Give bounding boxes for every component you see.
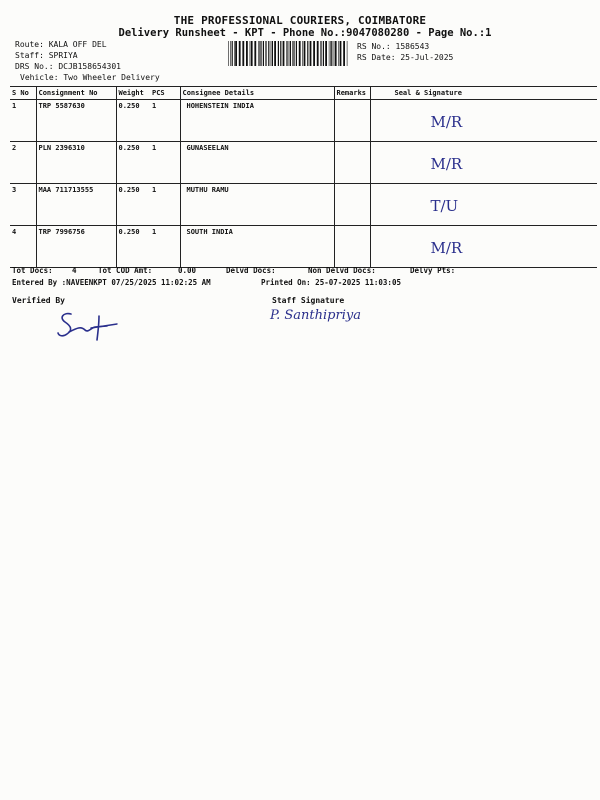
cell-consignee: HOHENSTEIN INDIA xyxy=(180,100,334,142)
cell-sno: 3 xyxy=(10,184,36,226)
barcode-bar xyxy=(323,41,324,66)
barcode-bar xyxy=(272,41,273,66)
cell-consignment: MAA 711713555 xyxy=(36,184,116,226)
barcode-bar xyxy=(263,41,264,66)
barcode-bar xyxy=(292,41,293,66)
verified-by-signature xyxy=(55,308,125,342)
barcode-bar xyxy=(232,41,233,66)
header-consignee: Consignee Details xyxy=(180,87,334,100)
barcode-bar xyxy=(331,41,332,66)
cell-weight: 0.250 xyxy=(116,100,150,142)
barcode-bar xyxy=(283,41,285,66)
printed-on: Printed On: 25-07-2025 11:03:05 xyxy=(261,278,401,287)
handwritten-status: M/R xyxy=(430,239,463,257)
rs-number: RS No.: 1586543 xyxy=(357,42,430,51)
barcode-bar xyxy=(329,41,330,66)
table-row xyxy=(10,142,597,184)
barcode-bar xyxy=(307,41,308,66)
barcode-bar xyxy=(258,41,259,66)
table-row xyxy=(10,184,597,226)
barcode-bar xyxy=(330,41,331,66)
staff-signature-label: Staff Signature xyxy=(272,296,345,305)
cell-pcs: 1 xyxy=(150,226,180,268)
barcode-bar xyxy=(235,41,237,66)
barcode-bar xyxy=(260,41,261,66)
barcode-bar xyxy=(254,41,256,66)
cell-pcs: 1 xyxy=(150,100,180,142)
cell-pcs: 1 xyxy=(150,184,180,226)
barcode-bar xyxy=(335,41,337,66)
cell-signature xyxy=(370,100,597,142)
cell-sno: 1 xyxy=(10,100,36,142)
header-sno: S No xyxy=(10,87,36,100)
barcode-bar xyxy=(347,41,348,66)
tot-docs-value: 4 xyxy=(72,266,77,275)
barcode-bar xyxy=(343,41,345,66)
barcode-bar xyxy=(280,41,281,66)
cell-signature xyxy=(370,226,597,268)
tot-cod-label: Tot COD Amt: xyxy=(98,266,153,275)
barcode-bar xyxy=(286,41,287,66)
barcode-bar xyxy=(287,41,288,66)
cell-consignee: SOUTH INDIA xyxy=(180,226,334,268)
cell-consignee: MUTHU RAMU xyxy=(180,184,334,226)
barcode-bar xyxy=(242,41,244,66)
barcode-bar xyxy=(338,41,339,66)
barcode-bar xyxy=(250,41,251,66)
cell-weight: 0.250 xyxy=(116,226,150,268)
barcode-bar xyxy=(299,41,301,66)
barcode-bar xyxy=(271,41,272,66)
barcode-bar xyxy=(265,41,266,66)
header-weight: Weight xyxy=(116,87,150,100)
header-signature: Seal & Signature xyxy=(370,87,597,100)
runsheet-table xyxy=(10,86,597,268)
barcode-bar xyxy=(278,41,279,66)
barcode-bar xyxy=(293,41,294,66)
table-row xyxy=(10,100,597,142)
barcode-bar xyxy=(228,41,229,66)
company-title: THE PROFESSIONAL COURIERS, COIMBATORE xyxy=(173,14,427,27)
rs-date: RS Date: 25-Jul-2025 xyxy=(357,53,454,62)
non-delvd-docs-label: Non Delvd Docs: xyxy=(308,266,376,275)
cell-signature xyxy=(370,142,597,184)
barcode-bar xyxy=(230,41,231,66)
barcode-bar xyxy=(251,41,253,66)
barcode-bar xyxy=(320,41,321,66)
barcode-bar xyxy=(317,41,319,66)
barcode-bar xyxy=(325,41,327,66)
barcode-bar xyxy=(289,41,290,66)
handwritten-status: M/R xyxy=(430,113,463,131)
cell-sno: 4 xyxy=(10,226,36,268)
vehicle-info: Vehicle: Two Wheeler Delivery xyxy=(20,73,160,82)
barcode-bar xyxy=(313,41,315,66)
cell-consignment: TRP 5587630 xyxy=(36,100,116,142)
barcode-bar xyxy=(259,41,260,66)
barcode-bar xyxy=(268,41,269,66)
staff-info: Staff: SPRIYA xyxy=(15,51,78,60)
barcode-bar xyxy=(290,41,291,66)
barcode-bar xyxy=(274,41,276,66)
cell-remarks xyxy=(334,184,370,226)
barcode-bar xyxy=(304,41,306,66)
header-remarks: Remarks xyxy=(334,87,370,100)
cell-signature xyxy=(370,184,597,226)
cell-weight: 0.250 xyxy=(116,184,150,226)
table-header-row xyxy=(10,87,597,100)
cell-sno: 2 xyxy=(10,142,36,184)
verified-by-label: Verified By xyxy=(12,296,65,305)
cell-consignee: GUNASEELAN xyxy=(180,142,334,184)
staff-signature: P. Santhipriya xyxy=(270,308,361,323)
barcode-bar xyxy=(234,41,235,66)
cell-weight: 0.250 xyxy=(116,142,150,184)
cell-consignment: TRP 7996756 xyxy=(36,226,116,268)
cell-remarks xyxy=(334,226,370,268)
table-row xyxy=(10,226,597,268)
barcode-bar xyxy=(310,41,312,66)
header-pcs: PCS xyxy=(150,87,180,100)
barcode-bar xyxy=(302,41,303,66)
barcode-bar xyxy=(239,41,241,66)
tot-cod-value: 0.00 xyxy=(178,266,197,275)
barcode-bar xyxy=(340,41,342,66)
cell-consignment: PLN 2396310 xyxy=(36,142,116,184)
delvy-pts-label: Delvy Pts: xyxy=(410,266,456,275)
handwritten-status: T/U xyxy=(430,197,459,215)
barcode-bar xyxy=(296,41,297,66)
barcode-bar xyxy=(334,41,335,66)
cell-remarks xyxy=(334,142,370,184)
tot-docs-label: Tot Docs: xyxy=(12,266,53,275)
drs-number: DRS No.: DCJB158654301 xyxy=(15,62,121,71)
barcode-bar xyxy=(266,41,267,66)
entered-by: Entered By :NAVEENKPT 07/25/2025 11:02:25 AM xyxy=(12,278,211,287)
route-info: Route: KALA OFF DEL xyxy=(15,40,107,49)
handwritten-status: M/R xyxy=(430,155,463,173)
cell-pcs: 1 xyxy=(150,142,180,184)
runsheet-title: Delivery Runsheet - KPT - Phone No.:9047080280 - Page No.:1 xyxy=(118,27,492,39)
cell-remarks xyxy=(334,100,370,142)
header-consignment: Consignment No xyxy=(36,87,116,100)
barcode-image xyxy=(227,41,349,66)
delvd-docs-label: Delvd Docs: xyxy=(226,266,276,275)
barcode-bar xyxy=(246,41,248,66)
